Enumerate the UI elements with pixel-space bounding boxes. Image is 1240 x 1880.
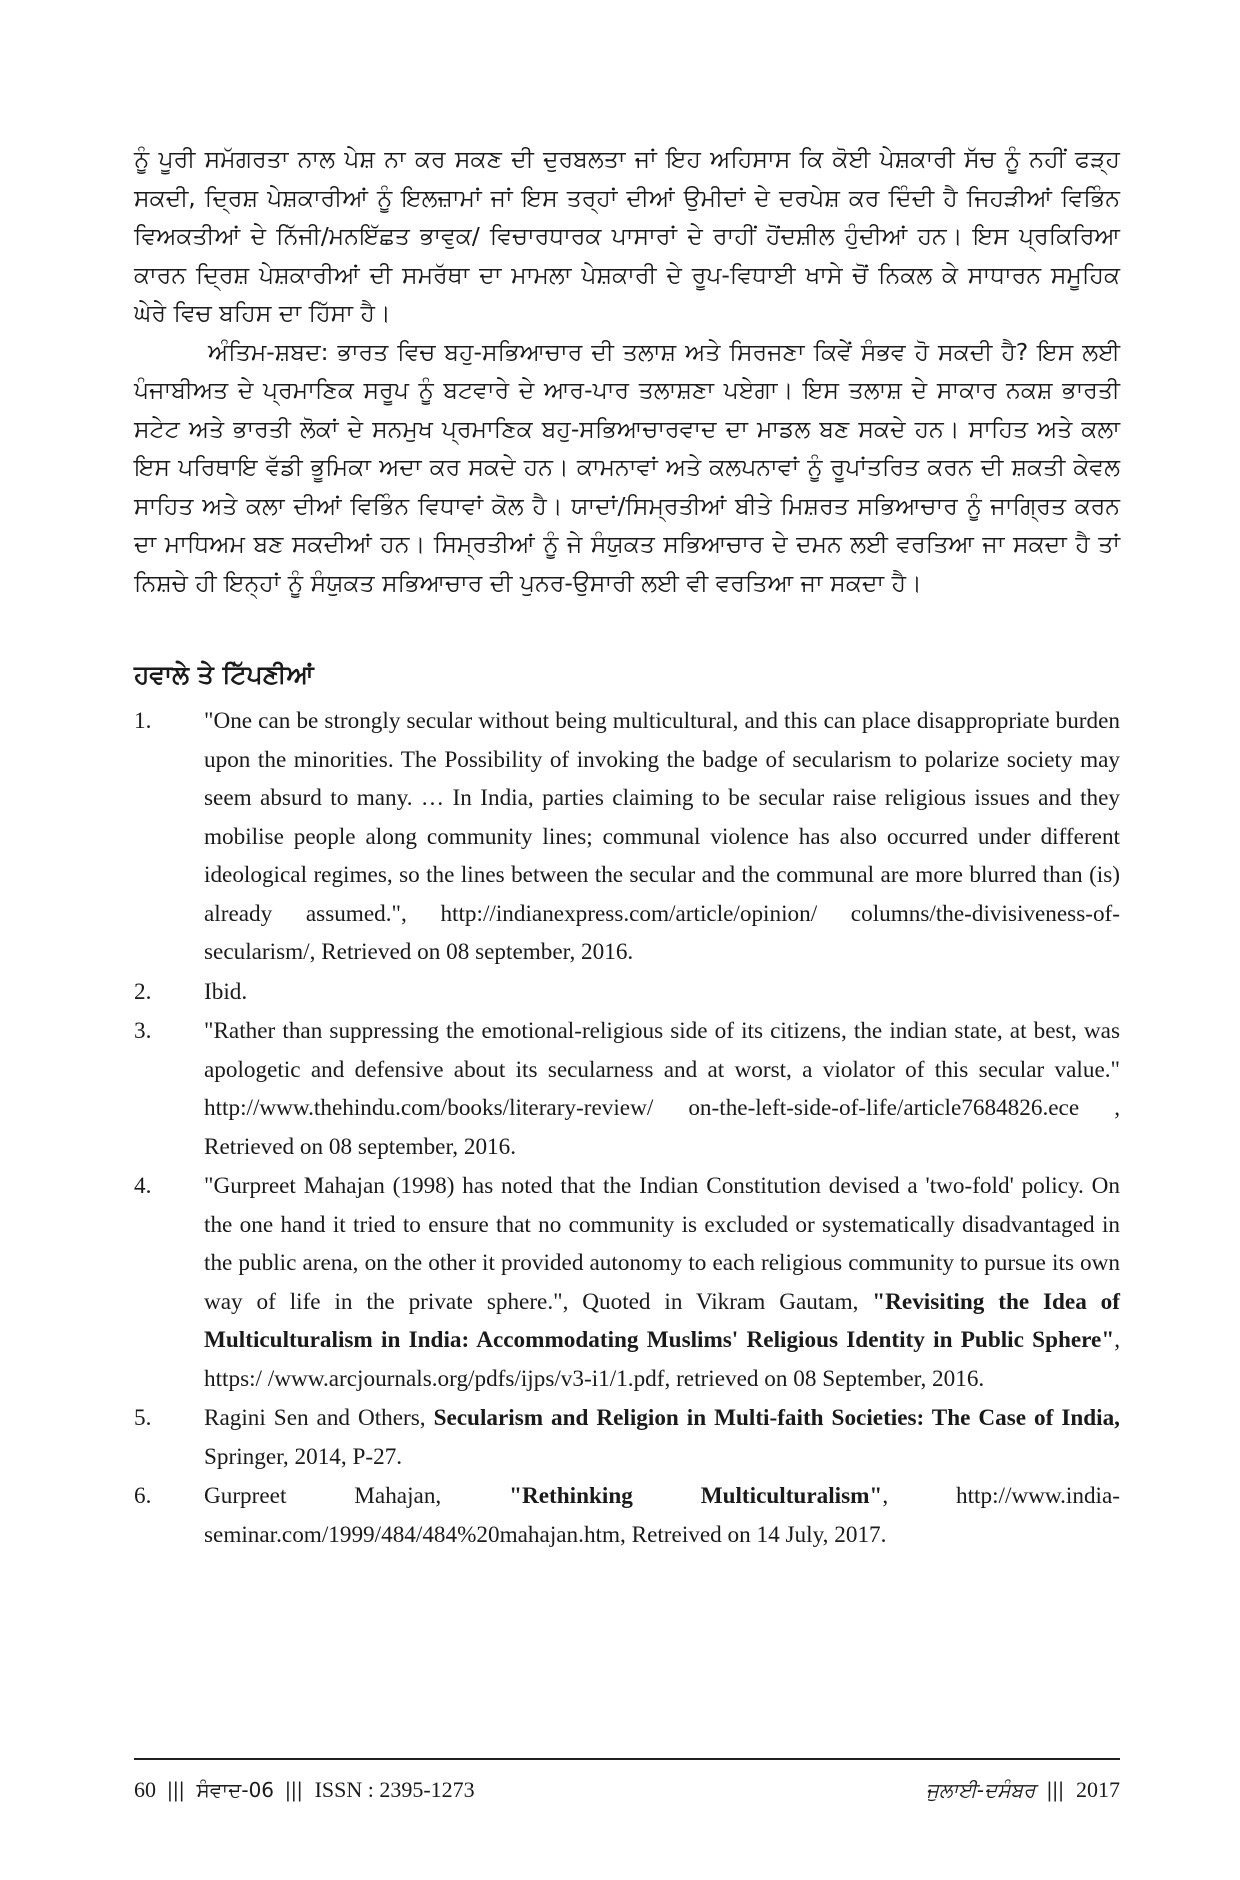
references-list bbox=[134, 702, 1120, 1554]
separator-glyph: ||| bbox=[1046, 1777, 1065, 1802]
note-text: "One can be strongly secular without being multicultural, and this can place disappropriate burden upon the minorities. The Possibility of invoking the badge of secularism to polarize society may seem absurd to many. … In India, parties claiming to be secular raise religious issues and they mobilise people along community lines; communal violence has also occurred under different ideological regimes, so the lines between the secular and the communal are more blurred than (is) already assumed.", http://indianexpress.com/article/opinion/ columns/the-divisiveness-of-secularism/, Retrieved on 08 september, 2016. bbox=[204, 708, 1120, 965]
note-text: "Gurpreet Mahajan (1998) has noted that the Indian Constitution devised a 'two-fold' policy. On the one hand it tried to ensure that no community is excluded or systematically disadvantaged in the public arena, on the other it provided autonomy to each religious community to pursue its own way of life in the private sphere.", Quoted in Vikram Gautam, bbox=[204, 1173, 1120, 1315]
reference-note-4 bbox=[134, 1167, 1120, 1398]
footer-left bbox=[134, 1770, 475, 1810]
separator-glyph: ||| bbox=[167, 1777, 186, 1802]
reference-note-6 bbox=[134, 1477, 1120, 1554]
note-number: 2. bbox=[134, 978, 152, 1005]
note-number: 3. bbox=[134, 1018, 152, 1044]
note-text: Ibid. bbox=[204, 978, 248, 1005]
note-text: Springer, 2014, P-27. bbox=[204, 1443, 403, 1470]
reference-note-2 bbox=[134, 973, 1120, 1012]
note-text: "Rather than suppressing the emotional-religious side of its citizens, the indian state, at best, was apologetic and defensive about its secularness and at worst, a violator of this secular value." http://www.thehindu.com/books/literary-review/ on-the-left-side-of-life/article7684826.ece , Retrieved on 08 september, 2016. bbox=[204, 1018, 1120, 1160]
body-paragraph-2: ਅੰਤਿਮ-ਸ਼ਬਦ: ਭਾਰਤ ਵਿਚ ਬਹੁ-ਸਭਿਆਚਾਰ ਦੀ ਤਲਾਸ਼ ਅਤੇ ਸਿਰਜਣਾ ਕਿਵੇਂ ਸੰਭਵ ਹੋ ਸਕਦੀ ਹੈ? ਇਸ ਲਈ ਪੰਜਾਬੀਅਤ ਦੇ ਪ੍ਰਮਾਣਿਕ ਸਰੂਪ ਨੂੰ ਬਟਵਾਰੇ ਦੇ ਆਰ-ਪਾਰ ਤਲਾਸ਼ਣਾ ਪਏਗਾ। ਇਸ ਤਲਾਸ਼ ਦੇ ਸਾਕਾਰ ਨਕਸ਼ ਭਾਰਤੀ ਸਟੇਟ ਅਤੇ ਭਾਰਤੀ ਲੋਕਾਂ ਦੇ ਸਨਮੁਖ ਪ੍ਰਮਾਣਿਕ ਬਹੁ-ਸਭਿਆਚਾਰਵਾਦ ਦਾ ਮਾਡਲ ਬਣ ਸਕਦੇ ਹਨ। ਸਾਹਿਤ ਅਤੇ ਕਲਾ ਇਸ ਪਰਿਥਾਇ ਵੱਡੀ ਭੂਮਿਕਾ ਅਦਾ ਕਰ ਸਕਦੇ ਹਨ। ਕਾਮਨਾਵਾਂ ਅਤੇ ਕਲਪਨਾਵਾਂ ਨੂੰ ਰੂਪਾਂਤਰਿਤ ਕਰਨ ਦੀ ਸ਼ਕਤੀ ਕੇਵਲ ਸਾਹਿਤ ਅਤੇ ਕਲਾ ਦੀਆਂ ਵਿਭਿੰਨ ਵਿਧਾਵਾਂ ਕੋਲ ਹੈ। ਯਾਦਾਂ/ਸਿਮ੍ਰਤੀਆਂ ਬੀਤੇ ਮਿਸ਼ਰਤ ਸਭਿਆਚਾਰ ਨੂੰ ਜਾਗ੍ਰਿਤ ਕਰਨ ਦਾ ਮਾਧਿਅਮ ਬਣ ਸਕਦੀਆਂ ਹਨ। ਸਿਮ੍ਰਤੀਆਂ ਨੂੰ ਜੇ ਸੰਯੁਕਤ ਸਭਿਆਚਾਰ ਦੇ ਦਮਨ ਲਈ ਵਰਤਿਆ ਜਾ ਸਕਦਾ ਹੈ ਤਾਂ ਨਿਸ਼ਚੇ ਹੀ ਇਨ੍ਹਾਂ ਨੂੰ ਸੰਯੁਕਤ ਸਭਿਆਚਾਰ ਦੀ ਪੁਨਰ-ਉਸਾਰੀ ਲਈ ਵੀ ਵਰਤਿਆ ਜਾ ਸਕਦਾ ਹੈ। bbox=[134, 337, 1120, 597]
body-paragraph-1: ਨੂੰ ਪੂਰੀ ਸਮੱਗਰਤਾ ਨਾਲ ਪੇਸ਼ ਨਾ ਕਰ ਸਕਣ ਦੀ ਦੁਰਬਲਤਾ ਜਾਂ ਇਹ ਅਹਿਸਾਸ ਕਿ ਕੋਈ ਪੇਸ਼ਕਾਰੀ ਸੱਚ ਨੂੰ ਨਹੀਂ ਫੜ੍ਹ ਸਕਦੀ, ਦ੍ਰਿਸ਼ ਪੇਸ਼ਕਾਰੀਆਂ ਨੂੰ ਇਲਜ਼ਾਮਾਂ ਜਾਂ ਇਸ ਤਰ੍ਹਾਂ ਦੀਆਂ ਉਮੀਦਾਂ ਦੇ ਦਰਪੇਸ਼ ਕਰ ਦਿੰਦੀ ਹੈ ਜਿਹੜੀਆਂ ਵਿਭਿੰਨ ਵਿਅਕਤੀਆਂ ਦੇ ਨਿੱਜੀ/ਮਨਇੱਛਤ ਭਾਵੁਕ/ ਵਿਚਾਰਧਾਰਕ ਪਾਸਾਰਾਂ ਦੇ ਰਾਹੀਂ ਹੋਂਦਸ਼ੀਲ ਹੁੰਦੀਆਂ ਹਨ। ਇਸ ਪ੍ਰਕਿਰਿਆ ਕਾਰਨ ਦ੍ਰਿਸ਼ ਪੇਸ਼ਕਾਰੀਆਂ ਦੀ ਸਮਰੱਥਾ ਦਾ ਮਾਮਲਾ ਪੇਸ਼ਕਾਰੀ ਦੇ ਰੂਪ-ਵਿਧਾਈ ਖਾਸੇ ਚੋਂ ਨਿਕਲ ਕੇ ਸਾਧਾਰਨ ਸਮੂਹਿਕ ਘੇਰੇ ਵਿਚ ਬਹਿਸ ਦਾ ਹਿੱਸਾ ਹੈ। bbox=[134, 145, 1120, 327]
note-number: 5. bbox=[134, 1405, 152, 1431]
issue-period: ਜੁਲਾਈ-ਦਸੰਬਰ bbox=[925, 1778, 1036, 1802]
page-number: 60 bbox=[134, 1777, 156, 1802]
note-number: 4. bbox=[134, 1173, 152, 1199]
journal-name: ਸੰਵਾਦ-06 bbox=[196, 1778, 275, 1802]
note-title: "Rethinking Multiculturalism" bbox=[509, 1483, 883, 1509]
note-number: 1. bbox=[134, 708, 152, 734]
separator-glyph: ||| bbox=[285, 1777, 304, 1802]
note-text: , https:/ /www.arcjournals.org/pdfs/ijps/v3-i1/1.pdf, retrieved on 08 September, 2016. bbox=[204, 1327, 1120, 1392]
references-heading: ਹਵਾਲੇ ਤੇ ਟਿੱਪਣੀਆਂ bbox=[134, 660, 314, 689]
note-text: , http://www.india-seminar.com/1999/484/484%20mahajan.htm, Retreived on 14 July, 2017. bbox=[204, 1483, 1121, 1548]
issn-label: ISSN : 2395-1273 bbox=[314, 1777, 475, 1802]
note-title: Secularism and Religion in Multi-faith Societies: The Case of India, bbox=[433, 1405, 1120, 1431]
page-content bbox=[134, 140, 1120, 1555]
reference-note-3 bbox=[134, 1012, 1120, 1166]
note-title: "Revisiting the Idea of Multiculturalism in India: Accommodating Muslims' Religious Identity in Public Sphere" bbox=[204, 1288, 1120, 1353]
footer-divider bbox=[134, 1758, 1120, 1760]
reference-note-1 bbox=[134, 702, 1120, 972]
note-number: 6. bbox=[134, 1483, 152, 1509]
page-footer bbox=[134, 1770, 1120, 1810]
note-text: Ragini Sen and Others, bbox=[204, 1405, 434, 1431]
note-text: Gurpreet Mahajan, bbox=[204, 1483, 510, 1509]
footer-right bbox=[926, 1770, 1120, 1810]
issue-year: 2017 bbox=[1076, 1777, 1120, 1802]
reference-note-5 bbox=[134, 1399, 1120, 1476]
